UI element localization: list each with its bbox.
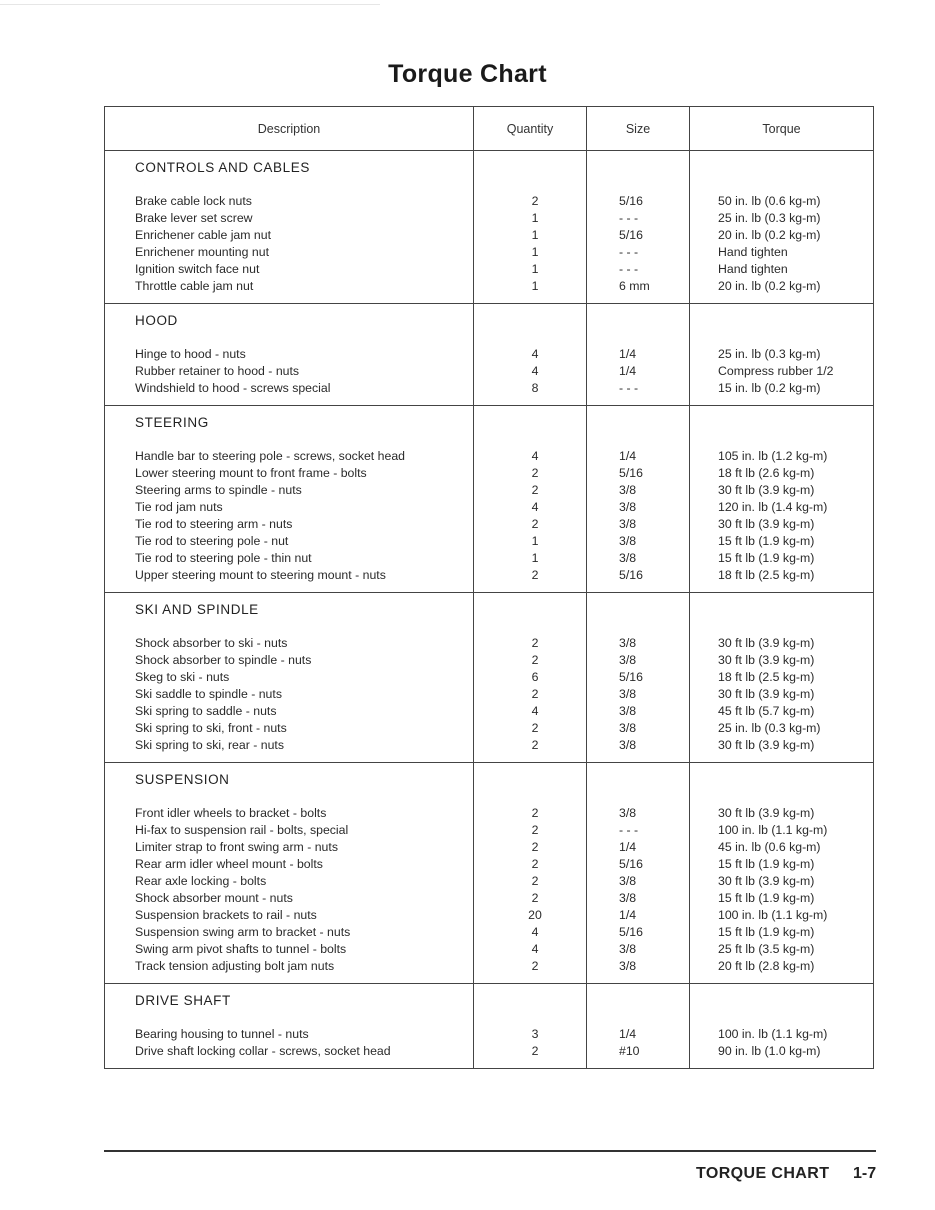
section-spacer [474,312,586,329]
table-section [105,304,873,406]
table-header-row [105,107,873,151]
description-cell: Suspension swing arm to bracket - nuts [135,925,351,939]
description-cell: Brake lever set screw [135,211,253,225]
quantity-cell: 4 [531,942,539,956]
section-title: SKI AND SPINDLE [135,602,259,617]
section-spacer [690,601,873,618]
section-spacer [690,414,873,431]
section-column [105,763,474,983]
size-cell: - - - [619,381,639,395]
quantity-cell: 2 [531,721,539,735]
size-cell: - - - [619,245,639,259]
table-body [105,151,873,1068]
section-column [105,593,474,762]
torque-cell: 30 ft lb (3.9 kg-m) [718,687,815,701]
description-cell: Ski spring to ski, front - nuts [135,721,287,735]
description-cell: Shock absorber mount - nuts [135,891,293,905]
torque-cell: 120 in. lb (1.4 kg-m) [718,500,828,514]
torque-cell: 18 ft lb (2.5 kg-m) [718,568,815,582]
section-column [474,593,587,762]
torque-cell: 15 ft lb (1.9 kg-m) [718,551,815,565]
quantity-cell: 1 [531,228,539,242]
section-spacer [587,771,689,788]
quantity-cell: 20 [528,908,542,922]
section-column [105,304,474,405]
size-cell: 3/8 [619,721,637,735]
torque-cell: 30 ft lb (3.9 kg-m) [718,806,815,820]
size-cell: 3/8 [619,874,637,888]
size-cell: 3/8 [619,534,637,548]
section-title: HOOD [135,313,178,328]
size-cell: 3/8 [619,636,637,650]
description-cell: Windshield to hood - screws special [135,381,331,395]
section-column [690,763,873,983]
section-column [105,151,474,303]
section-column [474,406,587,592]
torque-cell: 100 in. lb (1.1 kg-m) [718,1027,828,1041]
torque-cell: 90 in. lb (1.0 kg-m) [718,1044,821,1058]
description-cell: Tie rod to steering arm - nuts [135,517,293,531]
description-cell: Ski spring to saddle - nuts [135,704,277,718]
description-cell: Enrichener cable jam nut [135,228,272,242]
torque-cell: 20 in. lb (0.2 kg-m) [718,228,821,242]
header-quantity: Quantity [474,107,587,150]
torque-cell: 25 in. lb (0.3 kg-m) [718,211,821,225]
description-cell: Steering arms to spindle - nuts [135,483,302,497]
torque-cell: 25 in. lb (0.3 kg-m) [718,347,821,361]
section-spacer [587,601,689,618]
description-cell: Upper steering mount to steering mount - nuts [135,568,386,582]
quantity-cell: 6 [531,670,539,684]
size-cell: - - - [619,262,639,276]
torque-cell: 25 ft lb (3.5 kg-m) [718,942,815,956]
description-cell: Handle bar to steering pole - screws, socket head [135,449,405,463]
section-spacer [587,159,689,176]
section-title: CONTROLS AND CABLES [135,160,310,175]
torque-cell: 25 in. lb (0.3 kg-m) [718,721,821,735]
torque-cell: 50 in. lb (0.6 kg-m) [718,194,821,208]
description-cell: Shock absorber to spindle - nuts [135,653,312,667]
section-column [105,406,474,592]
torque-cell: 105 in. lb (1.2 kg-m) [718,449,828,463]
quantity-cell: 1 [531,534,539,548]
torque-cell: 20 in. lb (0.2 kg-m) [718,279,821,293]
section-spacer [690,992,873,1009]
size-cell: 3/8 [619,500,637,514]
description-cell: Brake cable lock nuts [135,194,252,208]
quantity-cell: 2 [531,636,539,650]
section-spacer [690,159,873,176]
size-cell: 3/8 [619,891,637,905]
torque-cell: Compress rubber 1/2 [718,364,834,378]
torque-cell: 30 ft lb (3.9 kg-m) [718,517,815,531]
section-column [587,984,690,1068]
size-cell: 3/8 [619,653,637,667]
torque-cell: 15 ft lb (1.9 kg-m) [718,925,815,939]
section-column [690,984,873,1068]
quantity-cell: 1 [531,279,539,293]
section-spacer [690,312,873,329]
size-cell: 1/4 [619,1027,637,1041]
quantity-cell: 2 [531,517,539,531]
section-column [690,406,873,592]
quantity-cell: 2 [531,194,539,208]
table-section [105,593,873,763]
quantity-cell: 2 [531,806,539,820]
quantity-cell: 2 [531,891,539,905]
header-size: Size [587,107,690,150]
torque-cell: 15 ft lb (1.9 kg-m) [718,891,815,905]
description-cell: Throttle cable jam nut [135,279,254,293]
section-column [690,593,873,762]
torque-cell: Hand tighten [718,245,788,259]
section-column [587,151,690,303]
torque-cell: 45 in. lb (0.6 kg-m) [718,840,821,854]
torque-cell: 30 ft lb (3.9 kg-m) [718,874,815,888]
torque-cell: 15 in. lb (0.2 kg-m) [718,381,821,395]
description-cell: Drive shaft locking collar - screws, socket head [135,1044,391,1058]
section-column [474,151,587,303]
section-spacer [690,771,873,788]
torque-cell: 100 in. lb (1.1 kg-m) [718,908,828,922]
section-column [105,984,474,1068]
section-spacer [587,312,689,329]
section-spacer [587,414,689,431]
description-cell: Suspension brackets to rail - nuts [135,908,317,922]
section-column [474,763,587,983]
section-spacer [474,771,586,788]
quantity-cell: 8 [531,381,539,395]
page-title: Torque Chart [388,60,547,88]
size-cell: #10 [619,1044,640,1058]
size-cell: 5/16 [619,568,643,582]
description-cell: Rubber retainer to hood - nuts [135,364,300,378]
torque-cell: 100 in. lb (1.1 kg-m) [718,823,828,837]
torque-cell: Hand tighten [718,262,788,276]
table-section [105,406,873,593]
size-cell: 5/16 [619,925,643,939]
size-cell: 3/8 [619,959,637,973]
torque-cell: 20 ft lb (2.8 kg-m) [718,959,815,973]
size-cell: 3/8 [619,483,637,497]
section-column [690,304,873,405]
description-cell: Shock absorber to ski - nuts [135,636,288,650]
description-cell: Skeg to ski - nuts [135,670,230,684]
quantity-cell: 1 [531,245,539,259]
size-cell: 3/8 [619,738,637,752]
quantity-cell: 4 [531,364,539,378]
size-cell: 5/16 [619,857,643,871]
header-torque: Torque [762,121,801,136]
size-cell: 1/4 [619,840,637,854]
quantity-cell: 2 [531,823,539,837]
quantity-cell: 4 [531,449,539,463]
quantity-cell: 2 [531,466,539,480]
size-cell: - - - [619,823,639,837]
section-column [587,763,690,983]
description-cell: Hi-fax to suspension rail - bolts, special [135,823,349,837]
page-number: 1-7 [853,1165,877,1182]
size-cell: 3/8 [619,517,637,531]
description-cell: Tie rod to steering pole - nut [135,534,289,548]
size-cell: 5/16 [619,228,643,242]
size-cell: 3/8 [619,704,637,718]
section-column [690,151,873,303]
quantity-cell: 2 [531,568,539,582]
description-cell: Tie rod to steering pole - thin nut [135,551,312,565]
size-cell: 3/8 [619,806,637,820]
quantity-cell: 2 [531,687,539,701]
quantity-cell: 1 [531,211,539,225]
section-column [474,304,587,405]
section-spacer [474,601,586,618]
section-column [587,593,690,762]
description-cell: Rear axle locking - bolts [135,874,267,888]
description-cell: Bearing housing to tunnel - nuts [135,1027,309,1041]
section-spacer [474,414,586,431]
description-cell: Track tension adjusting bolt jam nuts [135,959,335,973]
quantity-cell: 2 [531,840,539,854]
torque-cell: 18 ft lb (2.6 kg-m) [718,466,815,480]
quantity-cell: 4 [531,500,539,514]
section-column [587,304,690,405]
description-cell: Ignition switch face nut [135,262,260,276]
quantity-cell: 4 [531,925,539,939]
size-cell: - - - [619,211,639,225]
size-cell: 6 mm [619,279,650,293]
size-cell: 3/8 [619,942,637,956]
torque-cell: 45 ft lb (5.7 kg-m) [718,704,815,718]
section-column [474,984,587,1068]
torque-cell: 30 ft lb (3.9 kg-m) [718,738,815,752]
quantity-cell: 3 [531,1027,539,1041]
quantity-cell: 2 [531,857,539,871]
description-cell: Ski spring to ski, rear - nuts [135,738,284,752]
quantity-cell: 2 [531,959,539,973]
torque-table [104,106,874,1069]
table-section [105,984,873,1068]
scan-artifact [0,4,380,5]
section-spacer [474,159,586,176]
quantity-cell: 4 [531,347,539,361]
quantity-cell: 2 [531,653,539,667]
quantity-cell: 1 [531,551,539,565]
quantity-cell: 2 [531,874,539,888]
section-spacer [474,992,586,1009]
size-cell: 1/4 [619,364,637,378]
quantity-cell: 4 [531,704,539,718]
table-section [105,151,873,304]
footer-rule [104,1150,876,1152]
torque-cell: 18 ft lb (2.5 kg-m) [718,670,815,684]
size-cell: 1/4 [619,449,637,463]
description-cell: Lower steering mount to front frame - bolts [135,466,367,480]
size-cell: 1/4 [619,347,637,361]
quantity-cell: 2 [531,1044,539,1058]
description-cell: Limiter strap to front swing arm - nuts [135,840,338,854]
description-cell: Rear arm idler wheel mount - bolts [135,857,323,871]
description-cell: Front idler wheels to bracket - bolts [135,806,327,820]
table-section [105,763,873,984]
torque-cell: 15 ft lb (1.9 kg-m) [718,857,815,871]
torque-cell: 30 ft lb (3.9 kg-m) [718,483,815,497]
size-cell: 5/16 [619,670,643,684]
section-spacer [587,992,689,1009]
size-cell: 3/8 [619,551,637,565]
description-cell: Hinge to hood - nuts [135,347,246,361]
section-title: DRIVE SHAFT [135,993,231,1008]
description-cell: Ski saddle to spindle - nuts [135,687,282,701]
size-cell: 1/4 [619,908,637,922]
torque-cell: 30 ft lb (3.9 kg-m) [718,653,815,667]
size-cell: 3/8 [619,687,637,701]
header-description: Description [105,107,474,150]
description-cell: Tie rod jam nuts [135,500,223,514]
quantity-cell: 1 [531,262,539,276]
size-cell: 5/16 [619,194,643,208]
torque-cell: 30 ft lb (3.9 kg-m) [718,636,815,650]
torque-cell: 15 ft lb (1.9 kg-m) [718,534,815,548]
section-column [587,406,690,592]
footer-section-label: TORQUE CHART [696,1165,830,1182]
section-title: STEERING [135,415,209,430]
description-cell: Enrichener mounting nut [135,245,269,259]
section-title: SUSPENSION [135,772,230,787]
description-cell: Swing arm pivot shafts to tunnel - bolts [135,942,347,956]
size-cell: 5/16 [619,466,643,480]
quantity-cell: 2 [531,483,539,497]
quantity-cell: 2 [531,738,539,752]
